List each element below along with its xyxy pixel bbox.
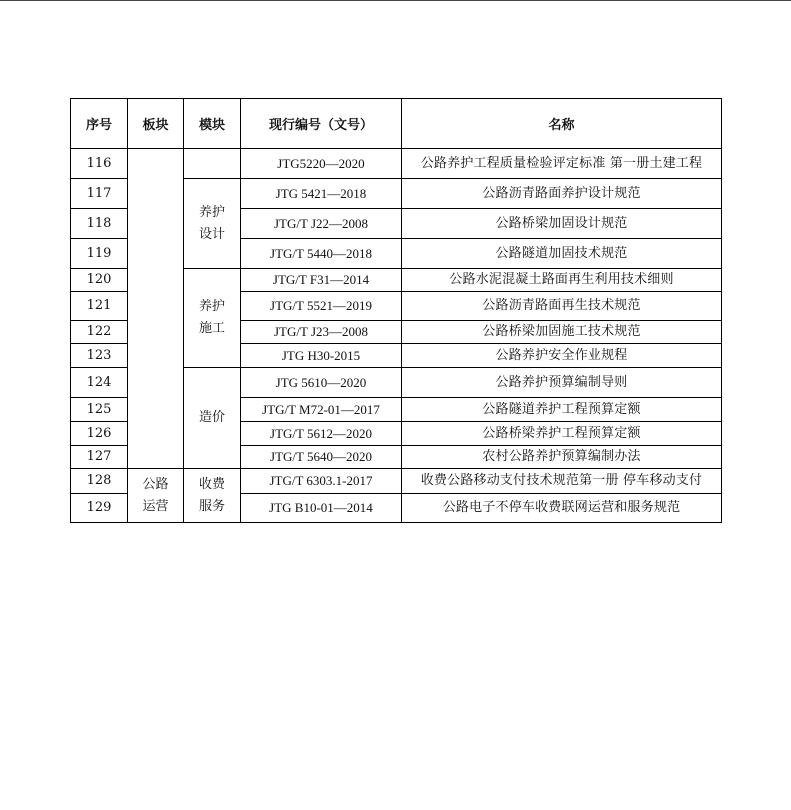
seq-cell: 119 — [71, 239, 128, 269]
code-cell: JTG/T 5640—2020 — [241, 446, 402, 469]
header-seq: 序号 — [71, 99, 128, 149]
code-cell: JTG/T J22—2008 — [241, 209, 402, 239]
seq-cell: 129 — [71, 494, 128, 523]
module-cell-toll-service — [184, 469, 241, 523]
module-label-line: 服务 — [198, 498, 225, 514]
code-cell: JTG 5421—2018 — [241, 179, 402, 209]
seq-cell: 123 — [71, 344, 128, 368]
module-cell-cost — [184, 368, 241, 469]
seq-cell: 122 — [71, 321, 128, 344]
seq-cell: 121 — [71, 292, 128, 321]
header-module: 模块 — [184, 99, 241, 149]
module-label-line: 造价 — [198, 410, 225, 425]
seq-cell: 124 — [71, 368, 128, 398]
name-cell: 收费公路移动支付技术规范第一册 停车移动支付 — [402, 469, 722, 494]
module-cell-maintenance-design — [184, 179, 241, 269]
seq-cell: 117 — [71, 179, 128, 209]
name-cell: 公路养护工程质量检验评定标准 第一册土建工程 — [402, 149, 722, 179]
plate-label-line: 公路 — [142, 476, 169, 492]
seq-cell: 120 — [71, 269, 128, 292]
name-cell: 公路隧道养护工程预算定额 — [402, 398, 722, 422]
plate-label-line: 运营 — [142, 498, 169, 514]
name-cell: 公路沥青路面养护设计规范 — [402, 179, 722, 209]
name-cell: 公路电子不停车收费联网运营和服务规范 — [402, 494, 722, 523]
name-cell: 公路桥梁加固施工技术规范 — [402, 321, 722, 344]
module-label-line: 养护 — [198, 204, 225, 220]
code-cell: JTG/T M72-01—2017 — [241, 398, 402, 422]
name-cell: 公路桥梁加固设计规范 — [402, 209, 722, 239]
header-code: 现行编号（文号） — [241, 99, 402, 149]
code-cell: JTG/T J23—2008 — [241, 321, 402, 344]
module-cell-maintenance-construction — [184, 269, 241, 368]
seq-cell: 116 — [71, 149, 128, 179]
module-label-line: 施工 — [198, 321, 225, 336]
code-cell: JTG/T 5612—2020 — [241, 422, 402, 446]
top-rule — [0, 0, 791, 1]
name-cell: 农村公路养护预算编制办法 — [402, 446, 722, 469]
header-name: 名称 — [402, 99, 722, 149]
code-cell: JTG/T 6303.1-2017 — [241, 469, 402, 494]
standards-table — [70, 98, 722, 523]
name-cell: 公路养护安全作业规程 — [402, 344, 722, 368]
plate-cell-highway-operation — [128, 469, 184, 523]
seq-cell: 127 — [71, 446, 128, 469]
table-row — [71, 149, 722, 179]
seq-cell: 126 — [71, 422, 128, 446]
module-cell-empty — [184, 149, 241, 179]
module-label-line: 收费 — [198, 476, 225, 492]
header-row — [71, 99, 722, 149]
seq-cell: 128 — [71, 469, 128, 494]
name-cell: 公路隧道加固技术规范 — [402, 239, 722, 269]
code-cell: JTG H30-2015 — [241, 344, 402, 368]
code-cell: JTG5220—2020 — [241, 149, 402, 179]
code-cell: JTG/T F31—2014 — [241, 269, 402, 292]
code-cell: JTG B10-01—2014 — [241, 494, 402, 523]
code-cell: JTG/T 5521—2019 — [241, 292, 402, 321]
seq-cell: 125 — [71, 398, 128, 422]
name-cell: 公路沥青路面再生技术规范 — [402, 292, 722, 321]
code-cell: JTG 5610—2020 — [241, 368, 402, 398]
table-row — [71, 469, 722, 494]
name-cell: 公路桥梁养护工程预算定额 — [402, 422, 722, 446]
module-label-line: 设计 — [198, 226, 225, 242]
name-cell: 公路养护预算编制导则 — [402, 368, 722, 398]
plate-cell-empty — [128, 149, 184, 469]
module-label-line: 养护 — [198, 299, 225, 314]
seq-cell: 118 — [71, 209, 128, 239]
code-cell: JTG/T 5440—2018 — [241, 239, 402, 269]
header-plate: 板块 — [128, 99, 184, 149]
name-cell: 公路水泥混凝土路面再生利用技术细则 — [402, 269, 722, 292]
